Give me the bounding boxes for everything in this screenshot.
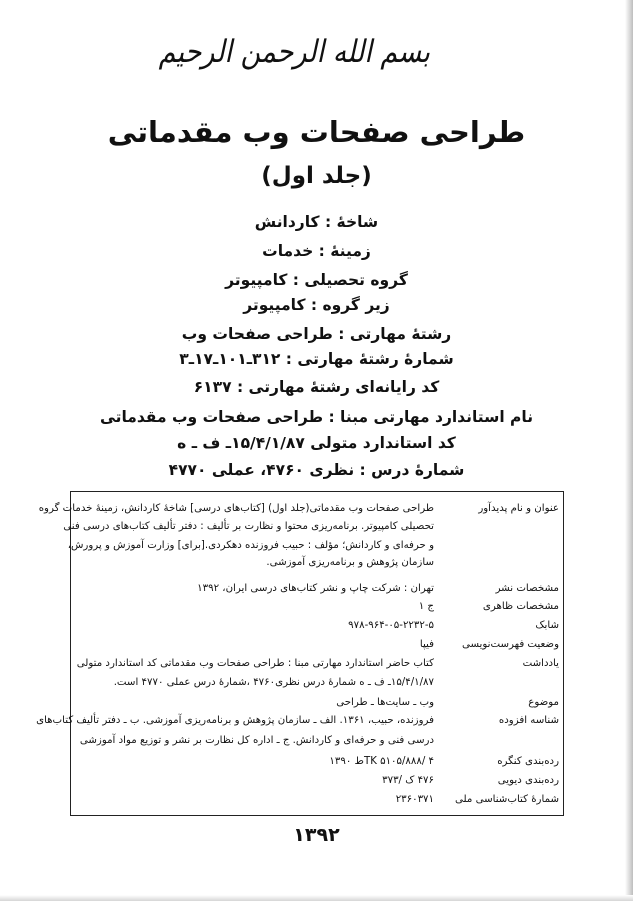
cataloging-in-publication-box bbox=[36, 491, 564, 816]
catalog-value-line: وب ـ سایت‌ها ـ طراحی bbox=[336, 697, 434, 708]
catalog-value bbox=[38, 501, 434, 570]
info-computer-code: کد رایانه‌ای رشتهٔ مهارتی : ۶۱۳۷ bbox=[193, 378, 440, 396]
catalog-label: شابک bbox=[535, 620, 559, 631]
catalog-value bbox=[79, 581, 434, 596]
page-bottom-shadow bbox=[0, 895, 633, 901]
catalog-value-line: ۲۳۶۰۳۷۱ bbox=[395, 794, 434, 805]
catalog-value-line: ۱۵/۴/۱/۸۷ـ ف ـ ه شمارهٔ درس نظری۴۷۶۰ ،شمارهٔ درس عملی ۴۷۷۰ است. bbox=[113, 677, 434, 688]
info-field: زمینهٔ : خدمات bbox=[262, 242, 371, 260]
catalog-label: شناسه افزوده bbox=[498, 715, 559, 726]
catalog-label: رده‌بندی کنگره bbox=[497, 756, 559, 767]
publication-year: ۱۳۹۲ bbox=[293, 824, 340, 846]
catalog-label: شمارهٔ کتاب‌شناسی ملی bbox=[455, 794, 559, 805]
catalog-value bbox=[79, 754, 434, 769]
info-subgroup: زیر گروه : کامپیوتر bbox=[243, 296, 390, 314]
catalog-value-line: ۹۷۸-۹۶۴-۰۵-۲۲۳۲-۵ bbox=[348, 620, 434, 631]
info-course-number: شمارهٔ درس : نظری ۴۷۶۰، عملی ۴۷۷۰ bbox=[168, 461, 465, 479]
info-branch: شاخهٔ : کاردانش bbox=[254, 213, 379, 231]
catalog-value-line: و حرفه‌ای و کاردانش؛ مؤلف : حبیب فروزنده دهکردی.[برای] وزارت آموزش و پرورش، bbox=[67, 540, 434, 551]
catalog-label: رده‌بندی دیویی bbox=[497, 775, 559, 786]
catalog-value bbox=[79, 792, 434, 807]
catalog-value-line: تحصیلی کامپیوتر. برنامه‌ریزی محتوا و نظارت بر تألیف : دفتر تألیف کتاب‌های درسی فنی bbox=[63, 521, 434, 532]
catalog-value bbox=[79, 695, 434, 710]
book-volume: (جلد اول) bbox=[261, 163, 372, 189]
info-study-group: گروه تحصیلی : کامپیوتر bbox=[225, 271, 408, 289]
catalog-value bbox=[76, 656, 434, 690]
catalog-label: مشخصات نشر bbox=[495, 583, 559, 594]
info-skill-major-number: شمارهٔ رشتهٔ مهارتی : ۳۱۲ـ۱۰۱ـ۱۷ـ۳ bbox=[179, 350, 454, 368]
catalog-label: عنوان و نام پدیدآور bbox=[478, 503, 559, 514]
info-standard-code: کد استاندارد متولی ۱۵/۴/۱/۸۷ـ ف ـ ه bbox=[177, 434, 456, 452]
catalog-label: موضوع bbox=[528, 697, 559, 708]
catalog-label: مشخصات ظاهری bbox=[482, 601, 559, 612]
catalog-value bbox=[79, 637, 434, 652]
catalog-value-line: ج ۱ bbox=[418, 601, 434, 612]
catalog-value-line: تهران : شرکت چاپ و نشر کتاب‌های درسی ایران، ۱۳۹۲ bbox=[197, 583, 434, 594]
catalog-value-line: سازمان پژوهش و برنامه‌ریزی آموزشی. bbox=[266, 557, 434, 568]
catalog-value-line: TK ۵۱۰۵/۸۸۸/ ۴ط ۱۳۹۰ bbox=[329, 756, 434, 767]
catalog-value-line: درسی فنی و حرفه‌ای و کاردانش. ج ـ اداره کل نظارت بر نشر و توزیع مواد آموزشی bbox=[79, 735, 434, 746]
catalog-value bbox=[79, 599, 434, 614]
basmala-calligraphy: بسم الله الرحمن الرحیم bbox=[158, 34, 430, 71]
catalog-value bbox=[79, 773, 434, 788]
catalog-value-line: ۴۷۶ ک /۳۷۳ bbox=[382, 775, 434, 786]
catalog-label: یادداشت bbox=[522, 658, 559, 669]
page-edge-shadow bbox=[625, 0, 633, 901]
catalog-value bbox=[36, 713, 434, 748]
catalog-label: وضعیت فهرست‌نویسی bbox=[461, 639, 559, 650]
info-skill-major: رشتهٔ مهارتی : طراحی صفحات وب bbox=[181, 325, 452, 343]
catalog-value bbox=[79, 618, 434, 633]
catalog-value-line: کتاب حاضر استاندارد مهارتی مبنا : طراحی صفحات وب مقدماتی کد استاندارد متولی bbox=[76, 658, 434, 669]
info-standard-name: نام استاندارد مهارتی مبنا : طراحی صفحات وب مقدماتی bbox=[99, 408, 534, 426]
book-title: طراحی صفحات وب مقدماتی bbox=[107, 115, 526, 149]
catalog-value-line: فروزنده، حبیب، ۱۳۶۱. الف ـ سازمان پژوهش و برنامه‌ریزی آموزشی. ب ـ دفتر تألیف کتاب‌های bbox=[36, 715, 434, 726]
catalog-value-line: طراحی صفحات وب مقدماتی(جلد اول) [کتاب‌های درسی] شاخهٔ کاردانش، زمینهٔ خدمات گروه bbox=[38, 503, 434, 514]
catalog-value-line: فیپا bbox=[419, 639, 434, 650]
